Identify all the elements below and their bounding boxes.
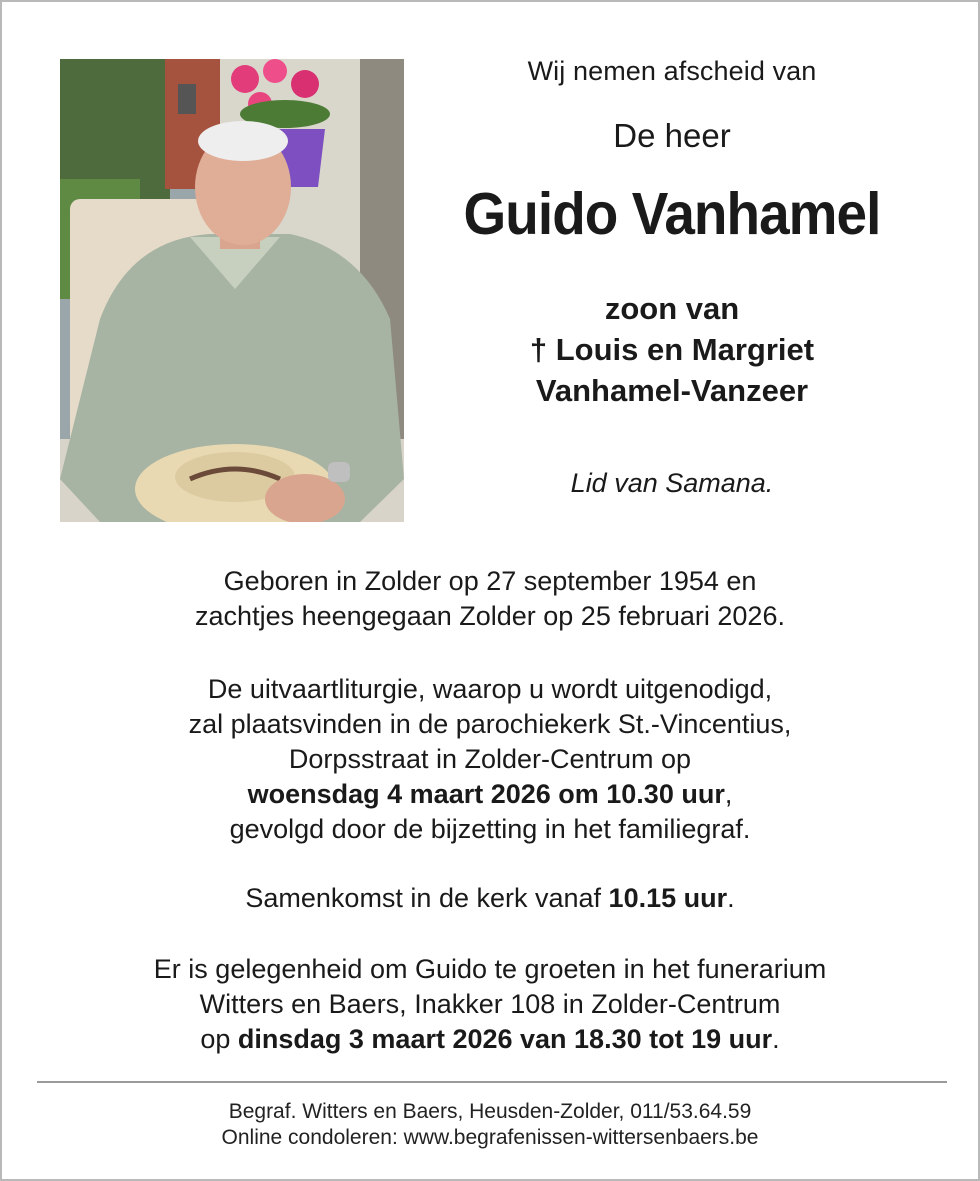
footer-undertaker: Begraf. Witters en Baers, Heusden-Zolder, 011/53.64.59 [228,1100,752,1123]
ceremony-line-5: gevolgd door de bijzetting in het familiegraf. [229,814,751,844]
portrait-photo [60,59,404,522]
visit-paragraph [2,952,978,1057]
gathering-time: 10.15 uur [608,883,728,913]
deceased-name: Guido Vanhamel [463,181,881,247]
footer-divider [37,1081,947,1083]
visit-suffix: . [772,1024,780,1054]
footer-condolence-link[interactable]: Online condoleren: www.begrafenissen-wittersenbaers.be [221,1126,759,1149]
birth-line-2: zachtjes heengegaan Zolder op 25 februari 2026. [195,601,785,631]
birth-paragraph [2,564,978,634]
ceremony-date: woensdag 4 maart 2026 om 10.30 uur [247,779,725,809]
gathering-suffix: . [727,883,735,913]
parents-block [402,288,942,411]
ceremony-date-suffix: , [724,779,733,809]
parents-line-2: † Louis en Margriet [529,332,815,367]
ceremony-line-1: De uitvaartliturgie, waarop u wordt uitgenodigd, [207,674,773,704]
parents-line-1: zoon van [604,291,740,326]
footer [2,1099,978,1151]
parents-line-3: Vanhamel-Vanzeer [535,373,809,408]
ceremony-date-line [2,777,978,812]
ceremony-line-2: zal plaatsvinden in de parochiekerk St.-Vincentius, [188,709,792,739]
ceremony-paragraph [2,672,978,847]
ceremony-line-3: Dorpsstraat in Zolder-Centrum op [288,744,692,774]
gathering-paragraph [2,881,978,916]
header-block [402,52,942,499]
title-prefix: De heer [613,117,731,154]
visit-date-line [2,1022,978,1057]
visit-date: dinsdag 3 maart 2026 van 18.30 tot 19 uur [237,1024,773,1054]
birth-line-1: Geboren in Zolder op 27 september 1954 en [223,566,757,596]
membership-text: Lid van Samana. [570,468,774,498]
intro-text: Wij nemen afscheid van [527,56,817,86]
visit-prefix: op [200,1024,238,1054]
gathering-prefix: Samenkomst in de kerk vanaf [245,883,609,913]
visit-line-2: Witters en Baers, Inakker 108 in Zolder-Centrum [199,989,781,1019]
visit-line-1: Er is gelegenheid om Guido te groeten in het funerarium [153,954,827,984]
